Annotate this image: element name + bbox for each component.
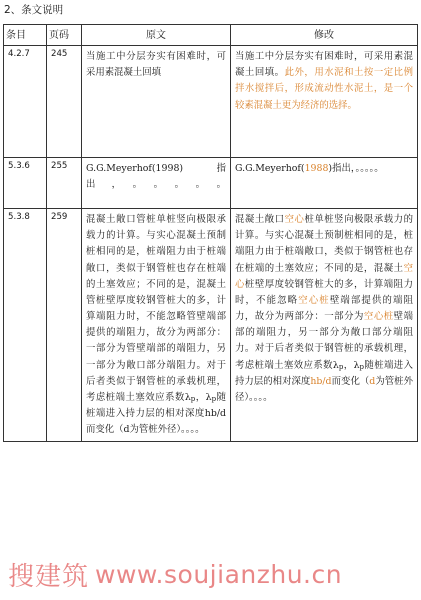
revised-text [235, 49, 413, 114]
text-segment: 当施工中分层夯实有困难时，可采用素混凝土回填。 [235, 51, 413, 79]
text-segment: 壁端部提供的端阻力，故分为两部分：一部分为 [235, 294, 413, 323]
highlighted-text: 此外，用水泥和土按一定比例拌水搅拌后，形成流动性水泥土，是一个较素混凝土更为经济的选择。 [235, 67, 413, 111]
subscript-text: p [359, 362, 364, 371]
clause-cell: 5.3.6 [4, 158, 47, 209]
original-text [86, 212, 226, 438]
highlighted-text: 空心桩 [298, 294, 330, 306]
revised-text-cell [231, 209, 418, 442]
original-text [86, 49, 226, 81]
highlighted-text: hb/d [310, 375, 332, 387]
section-heading: 2、条文说明 [4, 4, 64, 16]
header-revised: 修改 [231, 25, 418, 46]
table-row [4, 46, 418, 158]
subscript-text: p [190, 394, 196, 403]
text-segment: 混凝土敞口管桩单桩竖向极限承载力的计算。与实心混凝土预制桩相同的是，桩端阻力由于桩端敞口，类似于钢管桩也存在桩端的土塞效应；不同的是，混凝土管桩壁厚度较钢管桩大的多，计算端阻力时，不能忽略管壁端部提供的端阻力，故分为两部分：一部分为管壁端部的端阻力，另一部分为敞口部分端阻力。对于后者类似于钢管桩的承载机理，考虑桩端土塞效应系数λ [86, 214, 226, 403]
text-segment: G.G.Meyerhof( [235, 163, 305, 174]
watermark-logo-text: 搜建筑 [8, 561, 90, 592]
watermark-url: www.soujianzhu.cn [95, 559, 343, 589]
revised-text [235, 161, 413, 177]
header-original: 原文 [82, 25, 231, 46]
text-segment: 指出，。。。。。 [86, 163, 226, 191]
page-cell: 259 [47, 209, 82, 442]
revised-text-cell [231, 46, 418, 158]
text-segment: 壁端部的端阻力，另一部分为敞口部分端阻力。对于后者类似于钢管桩的承载机理，考虑桩端土塞效应系数λ [235, 311, 413, 371]
watermark [8, 552, 418, 596]
text-segment: 混凝土敞口 [235, 214, 285, 225]
header-page: 页码 [47, 25, 82, 46]
text-segment: 当施工中分层夯实有困难时，可采用素混凝土回填 [86, 51, 226, 79]
page-cell: 255 [47, 158, 82, 209]
page-cell: 245 [47, 46, 82, 158]
original-text [86, 161, 226, 193]
text-segment: ，λ [195, 391, 212, 403]
revised-text [235, 212, 413, 406]
highlighted-text: 空心桩 [363, 311, 394, 323]
revised-text-cell [231, 158, 418, 209]
text-segment: ，λ [343, 359, 360, 371]
text-segment: 随桩端进入持力层的相对深度 [235, 359, 413, 387]
text-segment: 桩单桩竖向极限承载力的计算。与实心混凝土预制桩相同的是，桩端阻力由于桩端敞口，类似于钢管桩也存在桩端的土塞效应；不同的是，混凝土 [235, 214, 413, 274]
table-row [4, 158, 418, 209]
text-segment: 为管桩外径）。。。。 [235, 375, 413, 403]
text-segment: 随桩端进入持力层的相对深度hb/d而变化（d为管桩外径）。。。。 [86, 391, 226, 436]
text-segment: G.G.Meyerhof(1998) [86, 163, 184, 174]
subscript-text: p [338, 362, 344, 371]
highlighted-text: 1988 [304, 163, 329, 174]
table-header-row [4, 25, 418, 46]
highlighted-text: 空心 [284, 214, 305, 225]
subscript-text: p [211, 394, 217, 403]
highlighted-text: d [369, 375, 376, 387]
clause-cell: 4.2.7 [4, 46, 47, 158]
revision-table [3, 24, 418, 442]
text-segment: 桩壁厚度较钢管桩大的多，计算端阻力时，不能忽略 [235, 278, 413, 306]
original-text-cell [82, 158, 231, 209]
highlighted-text: 空心 [235, 262, 413, 290]
table-row [4, 209, 418, 442]
clause-cell: 5.3.8 [4, 209, 47, 442]
text-segment: 而变化（ [331, 375, 370, 387]
original-text-cell [82, 46, 231, 158]
original-text-cell [82, 209, 231, 442]
header-clause: 条目 [4, 25, 47, 46]
text-segment: )指出，。。。。。 [328, 163, 384, 174]
